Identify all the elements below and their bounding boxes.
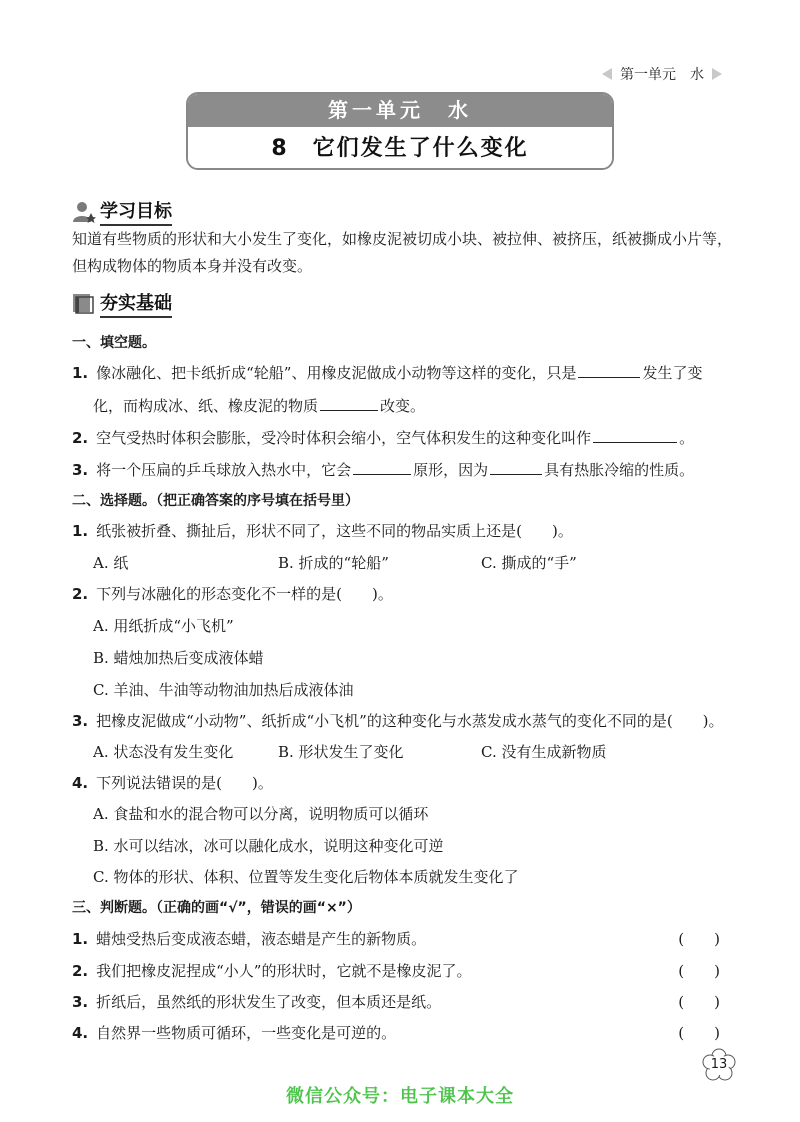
judge-item: [72, 991, 441, 1012]
choice-heading: 二、选择题。（把正确答案的序号填在括号里）: [72, 493, 359, 509]
answer-blank[interactable]: [490, 459, 542, 475]
choice-q1: [72, 520, 573, 541]
fill-q2-text-a: 空气受热时体积会膨胀，受冷时体积会缩小，空气体积发生的这种变化叫作: [96, 429, 592, 447]
choice-q2: [72, 583, 393, 604]
fill-q3: [72, 459, 694, 480]
choice-q1-option-a[interactable]: A. 纸: [93, 554, 129, 572]
arrow-right-icon: [712, 68, 722, 80]
choice-q3-text: 把橡皮泥做成“小动物”、纸折成“小飞机”的这种变化与水蒸发成水蒸气的变化不同的是( )。: [96, 712, 724, 730]
running-header-label: 第一单元 水: [620, 67, 704, 83]
choice-q4-option-a[interactable]: A. 食盐和水的混合物可以分离，说明物质可以循环: [93, 805, 429, 823]
choice-q4: [72, 772, 273, 793]
choice-q3-number: 3.: [72, 712, 89, 730]
choice-q3-option-b[interactable]: B. 形状发生了变化: [278, 743, 404, 761]
choice-q1-text: 纸张被折叠、撕扯后，形状不同了，这些不同的物品实质上还是( )。: [96, 522, 573, 540]
judge-item-number: 3.: [72, 993, 89, 1011]
judge-item-text: 自然界一些物质可循环，一些变化是可逆的。: [96, 1024, 397, 1042]
choice-q2-number: 2.: [72, 585, 89, 603]
fill-q3-number: 3.: [72, 461, 89, 479]
basics-heading: [72, 289, 172, 318]
lesson-title-box: [186, 92, 614, 170]
answer-blank[interactable]: [578, 362, 640, 378]
answer-blank[interactable]: [593, 427, 677, 443]
judge-item-text: 我们把橡皮泥捏成“小人”的形状时，它就不是橡皮泥了。: [96, 962, 472, 980]
learning-goals-heading: [72, 197, 172, 226]
answer-parentheses[interactable]: ( ): [678, 962, 720, 980]
choice-q3: [72, 710, 724, 731]
fill-q3-text-b: 原形，因为: [413, 461, 489, 479]
choice-q1-option-c[interactable]: C. 撕成的“手”: [481, 554, 577, 572]
fill-heading: 一、填空题。: [72, 335, 156, 351]
person-icon: [72, 201, 96, 223]
fill-q3-text-c: 具有热胀冷缩的性质。: [544, 461, 695, 479]
answer-parentheses[interactable]: ( ): [678, 1024, 720, 1042]
fill-q1-line2: [93, 395, 425, 416]
arrow-left-icon: [602, 68, 612, 80]
page-number-badge: [702, 1048, 736, 1082]
judge-item: [72, 960, 471, 981]
answer-blank[interactable]: [320, 395, 378, 411]
choice-q3-option-c[interactable]: C. 没有生成新物质: [481, 743, 607, 761]
judge-item: [72, 928, 426, 949]
lesson-title: 8 它们发生了什么变化: [188, 127, 612, 170]
fill-q2-text-b: 。: [679, 429, 695, 447]
answer-parentheses[interactable]: ( ): [678, 993, 720, 1011]
judge-item-number: 4.: [72, 1024, 89, 1042]
choice-q2-option-a[interactable]: A. 用纸折成“小飞机”: [93, 617, 234, 635]
footer-watermark: 微信公众号：电子课本大全: [286, 1086, 514, 1107]
running-header: [602, 64, 722, 84]
fill-q2-number: 2.: [72, 429, 89, 447]
judge-heading: 三、判断题。（正确的画“√”，错误的画“×”）: [72, 900, 361, 916]
choice-q4-text: 下列说法错误的是( )。: [96, 774, 273, 792]
choice-q2-text: 下列与冰融化的形态变化不一样的是( )。: [96, 585, 393, 603]
judge-item: [72, 1022, 396, 1043]
judge-item-text: 蜡烛受热后变成液态蜡，液态蜡是产生的新物质。: [96, 930, 427, 948]
learning-goals-text: 知道有些物质的形状和大小发生了变化，如橡皮泥被切成小块、被拉伸、被挤压，纸被撕成小片等，但构成物体的物质本身并没有改变。: [72, 230, 733, 275]
judge-item-number: 1.: [72, 930, 89, 948]
judge-item-text: 折纸后，虽然纸的形状发生了改变，但本质还是纸。: [96, 993, 442, 1011]
answer-parentheses[interactable]: ( ): [678, 930, 720, 948]
fill-q1-text-b: 发生了变: [642, 364, 703, 382]
basics-label: 夯实基础: [100, 289, 172, 318]
choice-q1-option-b[interactable]: B. 折成的“轮船”: [278, 554, 389, 572]
choice-q4-number: 4.: [72, 774, 89, 792]
choice-q3-option-a[interactable]: A. 状态没有发生变化: [93, 743, 234, 761]
unit-title: 第一单元 水: [188, 94, 612, 127]
choice-q1-number: 1.: [72, 522, 89, 540]
choice-q4-option-c[interactable]: C. 物体的形状、体积、位置等发生变化后物体本质就发生变化了: [93, 868, 519, 886]
fill-q1-number: 1.: [72, 364, 89, 382]
fill-q2: [72, 427, 694, 448]
choice-q2-option-b[interactable]: B. 蜡烛加热后变成液体蜡: [93, 649, 264, 667]
learning-goals-label: 学习目标: [100, 197, 172, 226]
answer-blank[interactable]: [353, 459, 411, 475]
fill-q1-line1: [72, 362, 703, 383]
fill-q3-text-a: 将一个压扁的乒乓球放入热水中，它会: [96, 461, 352, 479]
page-number: 13: [710, 1057, 728, 1072]
book-icon: [72, 293, 96, 315]
choice-q2-option-c[interactable]: C. 羊油、牛油等动物油加热后成液体油: [93, 681, 354, 699]
choice-q4-option-b[interactable]: B. 水可以结冰，冰可以融化成水，说明这种变化可逆: [93, 837, 444, 855]
fill-q1-text-a: 像冰融化、把卡纸折成“轮船”、用橡皮泥做成小动物等这样的变化，只是: [96, 364, 577, 382]
judge-item-number: 2.: [72, 962, 89, 980]
fill-q1-text-c: 化，而构成冰、纸、橡皮泥的物质: [93, 397, 319, 415]
fill-q1-text-d: 改变。: [380, 397, 426, 415]
